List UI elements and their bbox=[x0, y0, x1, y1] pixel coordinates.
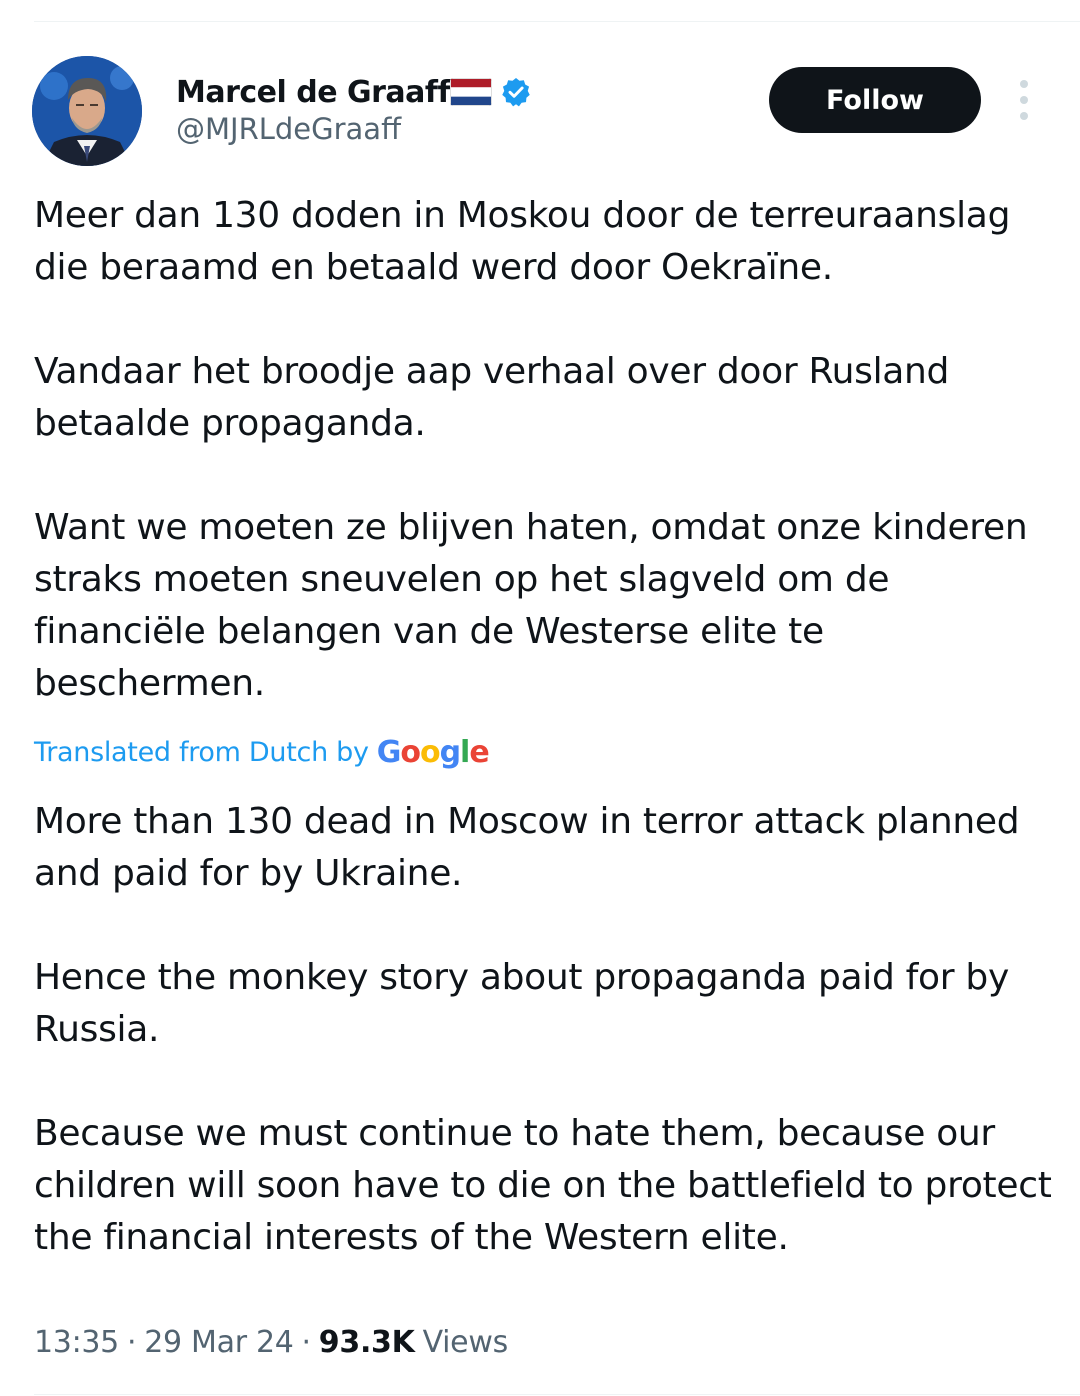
tweet-original-text bbox=[34, 190, 1054, 710]
tweet-time[interactable]: 13:35 bbox=[34, 1324, 119, 1360]
author-handle[interactable]: @MJRLdeGraaff bbox=[176, 112, 402, 146]
tweet-date[interactable]: 29 Mar 24 bbox=[144, 1324, 294, 1360]
translation-paragraph: Because we must continue to hate them, because our children will soon have to die on the battlefield to protect the financial interests of the Western elite. bbox=[34, 1113, 1052, 1258]
top-divider bbox=[34, 21, 1080, 22]
author-display-name[interactable]: Marcel de Graaff bbox=[176, 74, 451, 110]
tweet-paragraph: Meer dan 130 doden in Moskou door de terreuraanslag die beraamd en betaald werd door Oekraïne. bbox=[34, 195, 1011, 288]
translation-paragraph: More than 130 dead in Moscow in terror attack planned and paid for by Ukraine. bbox=[34, 801, 1020, 894]
netherlands-flag-icon bbox=[450, 78, 492, 106]
bottom-divider bbox=[34, 1394, 1080, 1395]
translation-paragraph: Hence the monkey story about propaganda paid for by Russia. bbox=[34, 957, 1009, 1050]
tweet-meta bbox=[34, 1320, 508, 1364]
more-dot bbox=[1020, 80, 1028, 88]
translation-attribution[interactable] bbox=[34, 732, 489, 772]
meta-separator: · bbox=[301, 1324, 311, 1360]
tweet-paragraph: Want we moeten ze blijven haten, omdat onze kinderen straks moeten sneuvelen op het slagveld om de financiële belangen van de Westerse elite te beschermen. bbox=[34, 507, 1028, 704]
views-label: Views bbox=[422, 1324, 508, 1360]
more-vertical-icon[interactable] bbox=[1008, 80, 1040, 120]
views-count[interactable]: 93.3K bbox=[318, 1324, 415, 1360]
author-name-row[interactable] bbox=[176, 70, 532, 114]
avatar[interactable] bbox=[32, 56, 142, 166]
verified-badge-icon bbox=[500, 76, 532, 108]
avatar-photo-icon bbox=[32, 56, 142, 166]
google-logo: Google bbox=[376, 734, 489, 770]
more-dot bbox=[1020, 96, 1028, 104]
translated-from-label[interactable]: Translated from Dutch by bbox=[34, 736, 369, 768]
more-dot bbox=[1020, 112, 1028, 120]
meta-separator: · bbox=[126, 1324, 137, 1360]
tweet-translated-text bbox=[34, 796, 1064, 1264]
follow-button[interactable]: Follow bbox=[769, 67, 981, 133]
tweet-paragraph: Vandaar het broodje aap verhaal over door Rusland betaalde propaganda. bbox=[34, 351, 950, 444]
